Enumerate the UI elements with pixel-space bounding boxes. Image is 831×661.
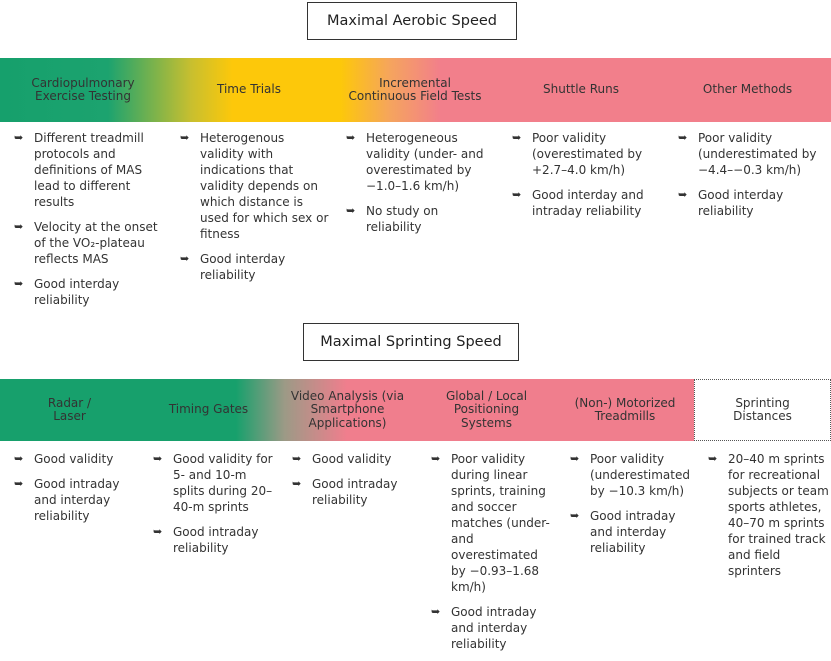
point-text: Good intraday reliability [173,525,259,555]
point-text: Good intraday and interday reliability [34,477,120,523]
list-item [178,251,330,283]
list-item [429,604,554,652]
arrow-bullet-icon: ➥ [346,204,356,217]
point-text: Poor validity (underestimated by −4.4–−0.3 km/h) [698,131,817,177]
mas-points-1 [178,130,330,292]
arrow-bullet-icon: ➥ [512,131,522,144]
list-item [178,130,330,242]
mas-points-2 [344,130,496,244]
heading-text: Other Methods [702,82,793,97]
heading-text: Video Analysis (via Smartphone Applications) [290,388,405,430]
mss-points-1 [151,451,276,565]
arrow-bullet-icon: ➥ [153,452,163,465]
point-text: Good validity [312,452,392,466]
list-item [290,451,415,467]
point-text: Poor validity during linear sprints, training and soccer matches (under- and overestimated by −0.93–1.68 km/h) [451,452,550,594]
heading-text: Incremental Continuous Field Tests [348,75,482,103]
list-item [568,508,692,556]
mss-heading-5 [694,379,831,441]
point-text: Good intraday and interday reliability [451,605,537,651]
arrow-bullet-icon: ➥ [512,188,522,201]
point-text: No study on reliability [366,204,439,234]
list-item [344,130,496,194]
arrow-bullet-icon: ➥ [180,252,190,265]
mas-heading-2 [332,58,498,122]
mas-points-3 [510,130,662,228]
heading-text: Time Trials [217,82,281,97]
heading-text: Global / Local Positioning Systems [445,388,528,430]
heading-text: Shuttle Runs [542,82,620,97]
point-text: Heterogenous validity with indications that validity depends on which distance is used for which sex or fitness [200,131,329,241]
mas-heading-1 [166,58,332,122]
point-text: Good validity for 5- and 10-m splits during 20–40-m sprints [173,452,273,514]
mss-heading-1 [139,379,278,441]
list-item [344,203,496,235]
point-text: Poor validity (underestimated by −10.3 km/h) [590,452,690,498]
arrow-bullet-icon: ➥ [346,131,356,144]
arrow-bullet-icon: ➥ [570,452,580,465]
mss-title: Maximal Sprinting Speed [303,323,519,361]
point-text: Good intraday reliability [312,477,398,507]
point-text: Heterogeneous validity (under- and overestimated by −1.0–1.6 km/h) [366,131,484,193]
arrow-bullet-icon: ➥ [14,477,24,490]
list-item [676,187,829,219]
arrow-bullet-icon: ➥ [153,525,163,538]
mas-heading-0 [0,58,166,122]
list-item [706,451,829,579]
arrow-bullet-icon: ➥ [14,131,24,144]
heading-text: (Non-) Motorized Treadmills [574,395,676,423]
arrow-bullet-icon: ➥ [180,131,190,144]
point-text: Good intraday and interday reliability [590,509,676,555]
mss-heading-0 [0,379,139,441]
mss-points-4 [568,451,692,565]
mas-title: Maximal Aerobic Speed [307,2,517,40]
mas-points-4 [676,130,829,228]
arrow-bullet-icon: ➥ [431,605,441,618]
mas-heading-3 [498,58,664,122]
mss-points-3 [429,451,554,661]
arrow-bullet-icon: ➥ [431,452,441,465]
list-item [151,451,276,515]
mas-points-0 [12,130,164,317]
list-item [568,451,692,499]
mss-heading-4 [556,379,694,441]
point-text: Good interday and intraday reliability [532,188,644,218]
arrow-bullet-icon: ➥ [708,452,718,465]
list-item [12,219,164,267]
mss-heading-3 [417,379,556,441]
list-item [12,276,164,308]
list-item [429,451,554,595]
list-item [290,476,415,508]
list-item [12,476,137,524]
point-text: Good validity [34,452,114,466]
mss-points-5 [706,451,829,588]
point-text: Good interday reliability [200,252,286,282]
mss-heading-2 [278,379,417,441]
point-text: Good interday reliability [698,188,784,218]
arrow-bullet-icon: ➥ [678,188,688,201]
list-item [151,524,276,556]
arrow-bullet-icon: ➥ [570,509,580,522]
list-item [510,130,662,178]
arrow-bullet-icon: ➥ [292,452,302,465]
mas-heading-4 [664,58,831,122]
list-item [12,130,164,210]
list-item [510,187,662,219]
arrow-bullet-icon: ➥ [292,477,302,490]
mss-points-2 [290,451,415,517]
list-item [12,451,137,467]
heading-text: Cardiopulmonary Exercise Testing [31,75,135,103]
point-text: Velocity at the onset of the VO₂-plateau reflects MAS [34,220,158,266]
point-text: Different treadmill protocols and definitions of MAS lead to different results [34,131,144,209]
mss-points-0 [12,451,137,533]
heading-text: Timing Gates [168,402,249,417]
point-text: 20–40 m sprints for recreational subjects or team sports athletes, 40–70 m sprints for trained track and field sprinters [728,452,829,578]
point-text: Good interday reliability [34,277,120,307]
heading-text: Sprinting Distances [733,395,792,423]
arrow-bullet-icon: ➥ [14,220,24,233]
arrow-bullet-icon: ➥ [14,277,24,290]
point-text: Poor validity (overestimated by +2.7–4.0 km/h) [532,131,643,177]
arrow-bullet-icon: ➥ [678,131,688,144]
list-item [676,130,829,178]
heading-text: Radar / Laser [47,395,92,423]
arrow-bullet-icon: ➥ [14,452,24,465]
